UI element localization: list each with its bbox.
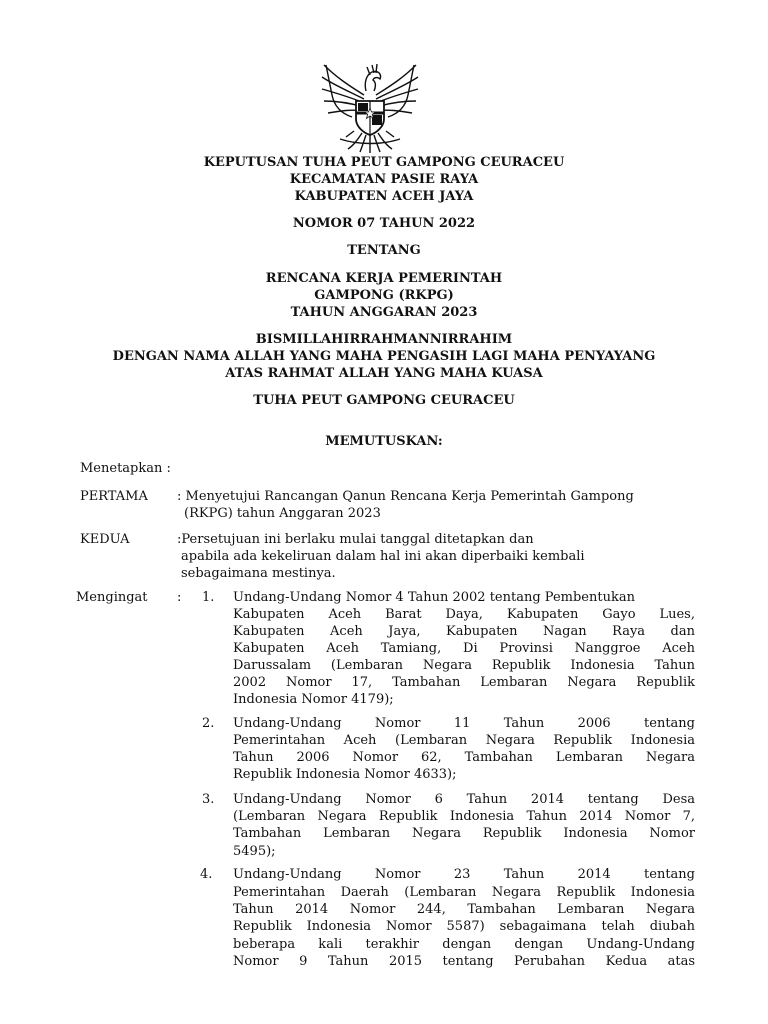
- kedua-text-line-1: :Persetujuan ini berlaku mulai tanggal ditetapkan dan: [177, 532, 534, 547]
- item-1-line-2: Kabupaten Aceh Barat Daya, Kabupaten Gayo Lues,: [233, 607, 695, 622]
- item-3-number: 3.: [202, 791, 215, 807]
- title-line-2: KECAMATAN PASIE RAYA: [289, 172, 479, 187]
- subject-line-1: RENCANA KERJA PEMERINTAH: [265, 271, 503, 286]
- decision-heading: MEMUTUSKAN:: [325, 434, 443, 449]
- kedua-text-line-2: apabila ada kekeliruan dalam hal ini akan diperbaiki kembali: [181, 549, 585, 564]
- opening-line-1: BISMILLAHIRRAHMANNIRRAHIM: [255, 332, 513, 347]
- item-4-line-2: Pemerintahan Daerah (Lembaran Negara Republik Indonesia: [233, 884, 695, 900]
- item-4-line-3: Tahun 2014 Nomor 244, Tambahan Lembaran Negara: [233, 902, 695, 917]
- title-line-3: KABUPATEN ACEH JAYA: [294, 189, 474, 204]
- item-3-line-2: (Lembaran Negara Republik Indonesia Tahun 2014 Nomor 7,: [233, 809, 695, 824]
- item-3-line-4: 5495);: [233, 843, 276, 859]
- subject-line-2: GAMPONG (RKPG): [314, 288, 454, 303]
- item-4-number: 4.: [200, 867, 213, 883]
- menetapkan-label: Menetapkan :: [80, 461, 171, 476]
- item-2-line-1: Undang-Undang Nomor 11 Tahun 2006 tentang: [233, 716, 695, 731]
- pertama-text-line-1: : Menyetujui Rancangan Qanun Rencana Kerja Pemerintah Gampong: [177, 489, 634, 504]
- item-1-line-3: Kabupaten Aceh Jaya, Kabupaten Nagan Raya dan: [233, 624, 695, 639]
- item-1-number: 1.: [202, 590, 215, 605]
- pertama-text-line-2: (RKPG) tahun Anggaran 2023: [184, 506, 381, 521]
- decree-number: NOMOR 07 TAHUN 2022: [292, 216, 476, 231]
- opening-line-3: ATAS RAHMAT ALLAH YANG MAHA KUASA: [225, 366, 543, 381]
- item-3-line-3: Tambahan Lembaran Negara Republik Indonesia Nomor: [233, 826, 695, 842]
- item-1-line-6: 2002 Nomor 17, Tambahan Lembaran Negara Republik: [233, 675, 695, 690]
- item-4-line-5: beberapa kali terakhir dengan dengan Undang-Undang: [233, 936, 695, 952]
- opening-line-2: DENGAN NAMA ALLAH YANG MAHA PENGASIH LAGI MAHA PENYAYANG: [112, 349, 656, 364]
- subject-line-3: TAHUN ANGGARAN 2023: [290, 305, 478, 320]
- item-1-line-7: Indonesia Nomor 4179);: [233, 692, 394, 707]
- item-2-line-3: Tahun 2006 Nomor 62, Tambahan Lembaran Negara: [233, 750, 695, 765]
- item-2-line-4: Republik Indonesia Nomor 4633);: [233, 767, 457, 782]
- item-4-line-4: Republik Indonesia Nomor 5587) sebagaimana telah diubah: [233, 919, 695, 935]
- mengingat-label: Mengingat: [76, 590, 148, 605]
- item-2-line-2: Pemerintahan Aceh (Lembaran Negara Republik Indonesia: [233, 733, 695, 748]
- tentang-heading: TENTANG: [347, 243, 421, 258]
- pertama-label: PERTAMA: [80, 489, 148, 504]
- mengingat-colon: :: [177, 590, 182, 605]
- item-4-line-6: Nomor 9 Tahun 2015 tentang Perubahan Kedua atas: [233, 954, 695, 970]
- kedua-text-line-3: sebagaimana mestinya.: [181, 566, 336, 581]
- item-2-number: 2.: [202, 716, 215, 731]
- authority-heading: TUHA PEUT GAMPONG CEURACEU: [253, 393, 515, 408]
- item-1-line-4: Kabupaten Aceh Tamiang, Di Provinsi Nanggroe Aceh: [233, 641, 695, 656]
- item-3-line-1: Undang-Undang Nomor 6 Tahun 2014 tentang Desa: [233, 791, 695, 807]
- title-line-1: KEPUTUSAN TUHA PEUT GAMPONG CEURACEU: [203, 155, 565, 170]
- item-1-line-5: Darussalam (Lembaran Negara Republik Indonesia Tahun: [233, 658, 695, 673]
- garuda-pancasila-emblem: [318, 55, 422, 155]
- kedua-label: KEDUA: [80, 532, 130, 547]
- item-4-line-1: Undang-Undang Nomor 23 Tahun 2014 tentang: [233, 867, 695, 883]
- item-1-line-1: Undang-Undang Nomor 4 Tahun 2002 tentang Pembentukan: [233, 590, 635, 605]
